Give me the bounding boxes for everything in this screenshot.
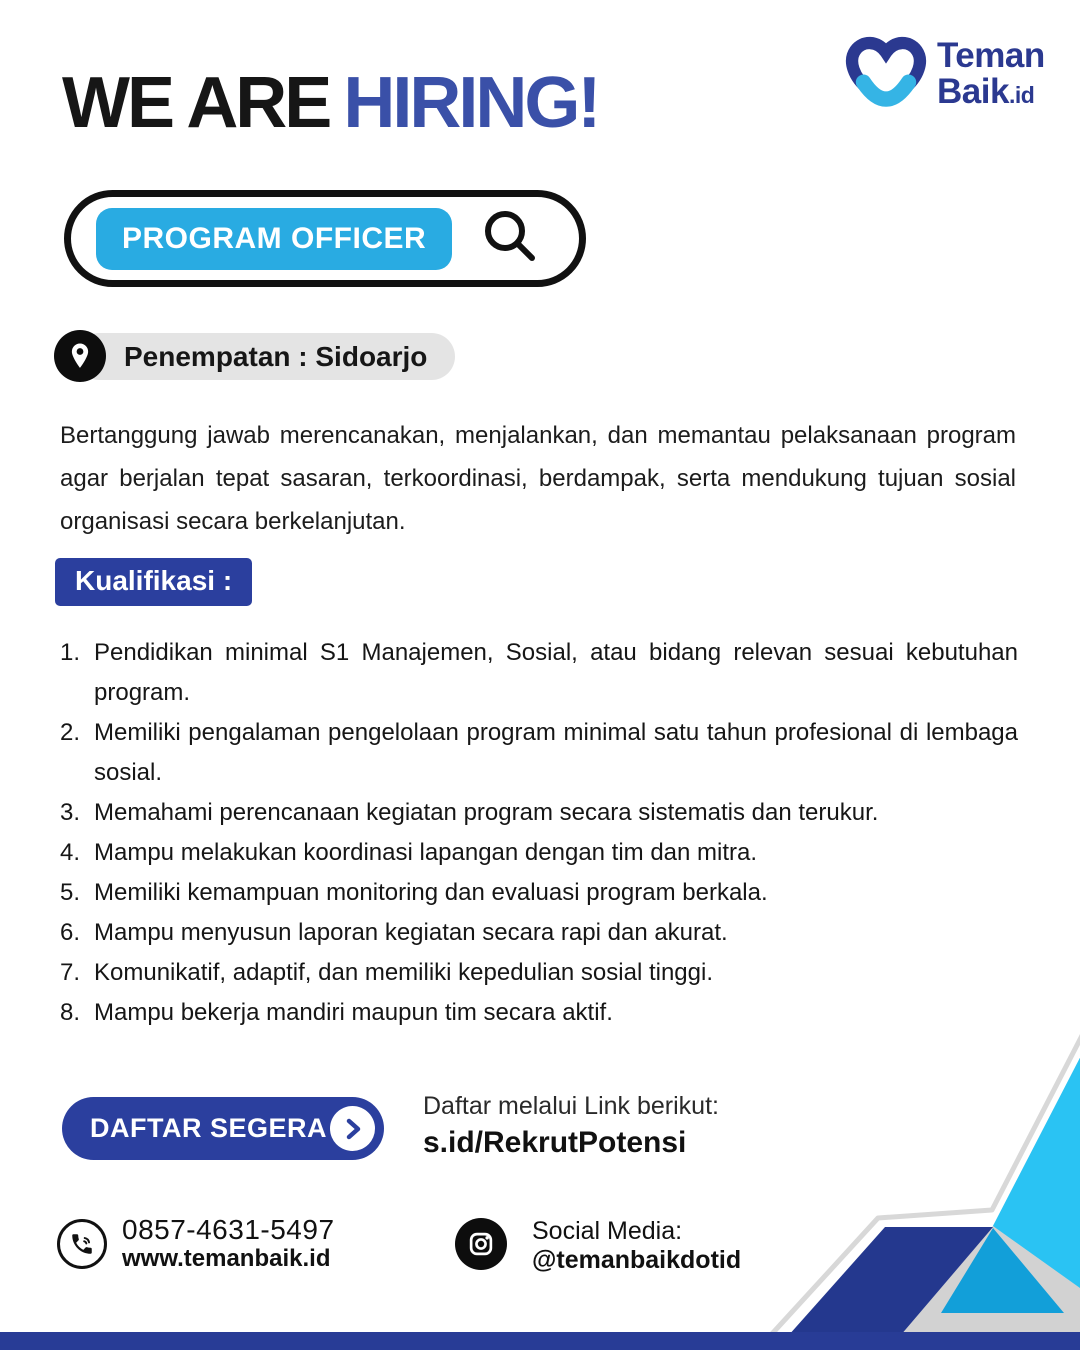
item-text: Pendidikan minimal S1 Manajemen, Sosial, atau bidang relevan sesuai kebutuhan program. [94,639,1018,706]
register-button-label: DAFTAR SEGERA [90,1113,328,1143]
item-text: Memiliki pengalaman pengelolaan program minimal satu tahun profesional di lembaga sosial. [94,719,1018,786]
item-number: 1. [60,639,81,666]
brand-name [937,38,1045,113]
item-text: Memiliki kemampuan monitoring dan evaluasi program berkala. [94,879,768,906]
qualification-item [60,873,1018,913]
qualifications-heading: Kualifikasi : [55,558,252,606]
register-link-caption: Daftar melalui Link berikut: [423,1092,719,1120]
heart-logo-icon [843,32,929,119]
item-text: Mampu menyusun laporan kegiatan secara rapi dan akurat. [94,919,728,946]
brand-name-line2: Baik [937,72,1009,111]
item-number: 7. [60,959,81,986]
location-label: Penempatan : Sidoarjo [124,341,428,372]
brand-suffix: .id [1008,82,1035,108]
qualification-item [60,833,1018,873]
title-we-are: WE ARE [62,63,330,143]
website-url: www.temanbaik.id [122,1245,331,1272]
item-text: Mampu bekerja mandiri maupun tim secara aktif. [94,999,613,1026]
item-number: 2. [60,719,81,746]
qualification-item [60,953,1018,993]
qualification-item [60,713,1018,793]
item-text: Memahami perencanaan kegiatan program secara sistematis dan terukur. [94,799,879,826]
bottom-decoration [0,1020,1080,1350]
location-badge [76,333,455,380]
qualifications-list [60,633,1018,1033]
item-text: Mampu melakukan koordinasi lapangan dengan tim dan mitra. [94,839,758,866]
item-number: 3. [60,799,81,826]
item-number: 5. [60,879,81,906]
item-number: 4. [60,839,81,866]
search-icon [452,206,540,271]
qualification-item [60,793,1018,833]
job-title-badge: PROGRAM OFFICER [96,208,452,270]
item-number: 8. [60,999,81,1026]
qualification-item [60,913,1018,953]
page-title [62,62,598,144]
item-text: Komunikatif, adaptif, dan memiliki kepedulian sosial tinggi. [94,959,713,986]
social-media-caption: Social Media: [532,1217,683,1245]
brand-name-line1: Teman [937,36,1045,75]
qualification-item [60,633,1018,713]
item-number: 6. [60,919,81,946]
phone-number: 0857-4631-5497 [122,1214,335,1245]
brand-logo [843,32,1045,119]
title-hiring: HIRING! [343,63,599,143]
location-pin-icon [54,330,106,382]
job-search-bar [64,190,586,287]
register-link[interactable]: s.id/RekrutPotensi [423,1126,687,1159]
job-description: Bertanggung jawab merencanakan, menjalankan, dan memantau pelaksanaan program agar berjalan tepat sasaran, terkoordinasi, berdampak, serta mendukung tujuan sosial organisasi secara berkelanjutan. [60,422,1016,535]
social-media-handle: @temanbaikdotid [532,1246,742,1274]
